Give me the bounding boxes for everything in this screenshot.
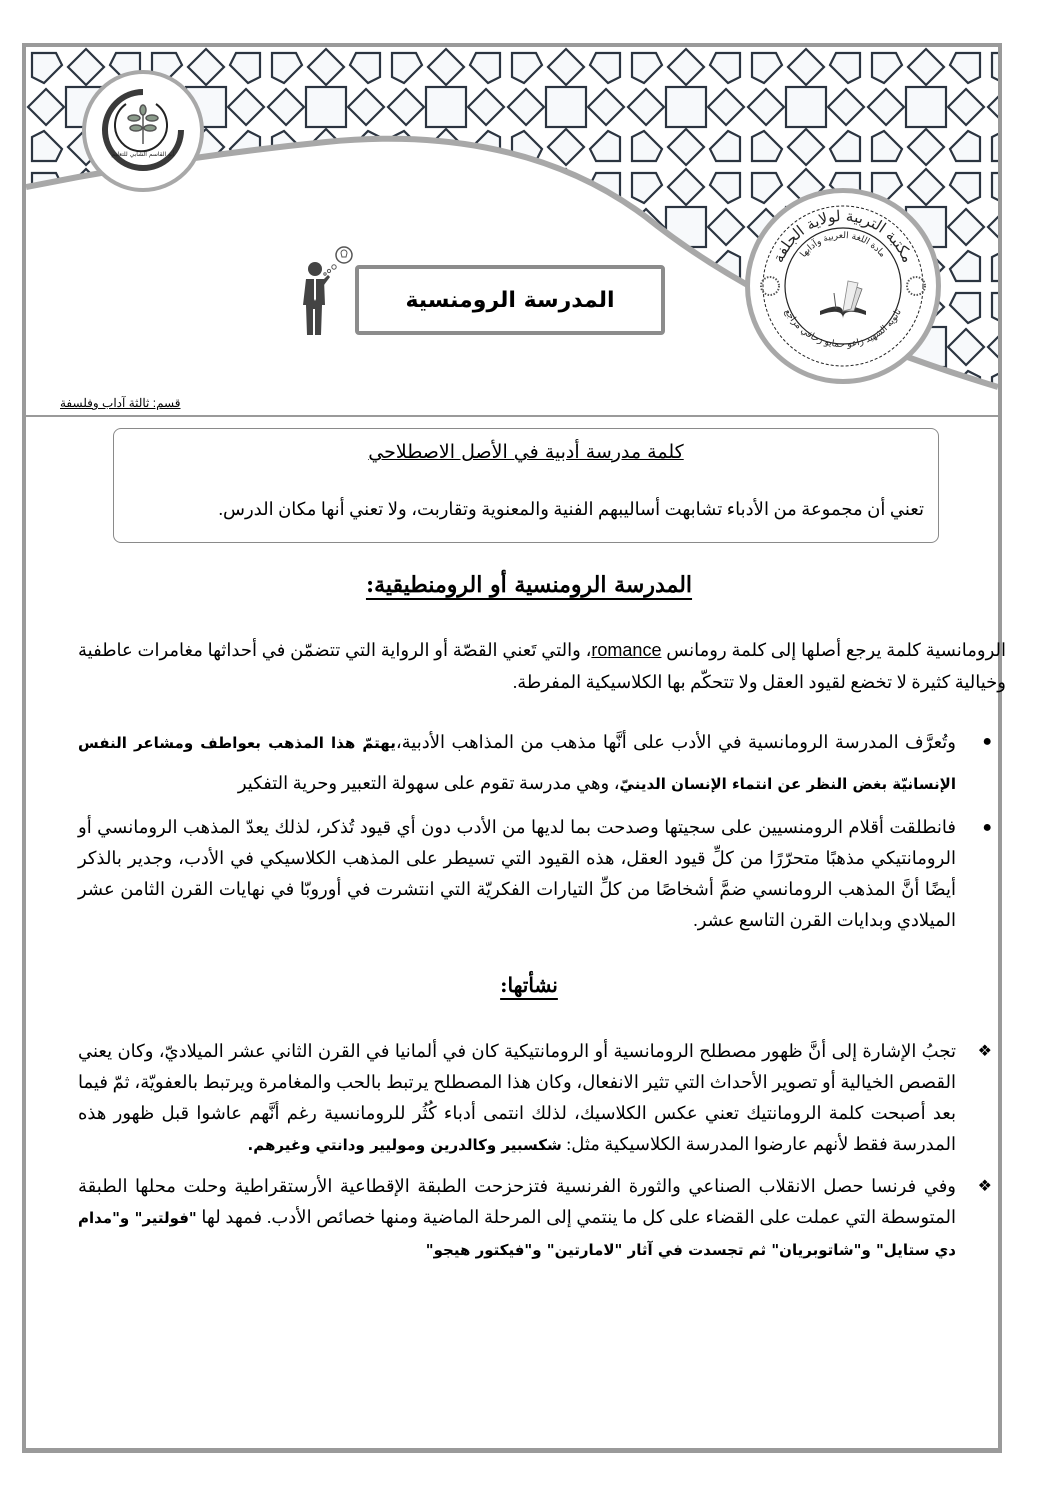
bullet-emphasis: يهتمّ هذا المذهب بعواطف ومشاعر النفس الإنسانيّة بغض النظر عن انتماء الإنسان الدينيّ [78,734,956,793]
bullet-dot-icon: ● [982,733,992,750]
bullet-emphasis: شكسبير وكالدرين وموليير ودانتي وغيرهم. [247,1136,562,1154]
section-heading-origin [0,973,1058,997]
romanticism-bullet-list [78,722,998,936]
bullet-text-after: ، وهي مدرسة تقوم على سهولة التعبير وحرية التفكير [237,773,620,793]
title-box [355,265,665,335]
section-heading-text: نشأتها: [500,973,558,997]
definition-box [113,428,939,543]
list-item [78,722,998,804]
section-heading-romanticism [0,572,1058,598]
page-title: المدرسة الرومنسية [405,287,615,313]
seal-outer-text: مكتبة التربية لولاية الجلفة [769,206,917,266]
intro-text-before: الرومانسية كلمة يرجع أصلها إلى كلمة رومانس [661,640,1006,660]
bullet-emphasis: "فولتير" و"مدام دي ستايل" و"شاتوبريان" ثم تجسدت في آثار "لامارتين" و"فيكتور هيجو" [78,1209,956,1259]
bullet-dot-icon: ● [982,819,992,836]
institution-seal [745,188,941,384]
definition-title: كلمة مدرسة أدبية في الأصل الاصطلاحي [368,441,684,463]
svg-text:مادة اللغة العربية وآدابها [799,231,888,260]
list-item [78,812,998,936]
school-logo [82,70,204,192]
diamond-bullet-icon: ❖ [977,1178,992,1195]
diamond-bullet-icon: ❖ [977,1043,992,1060]
section-heading-text: المدرسة الرومنسية أو الرومنطيقية: [365,572,693,598]
romance-term: romance [591,640,662,660]
open-book-icon [820,281,866,319]
list-item [78,1171,998,1266]
thinking-person-icon [298,243,358,338]
bullet-text: فانطلقت أقلام الرومنسيين على سجيتها وصدحت بما لديها من الأدب دون أي قيود تُذكر، لذلك يعدّ المذهب الرومانسي أو الرومانتيكي مذهبًا متحرّرًا من كلِّ قيود العقل، هذه القيود التي تسيطر على المذهب الكلاسيكي في الأدب، وجدير بالذكر أيضًا أنَّ المذهب الرومانسي ضمَّ أشخاصًا من كلِّ التيارات الفكريّة التي انتشرت في أوروبّا في نهايات القرن الثامن عشر الميلادي وبدايات القرن التاسع عشر. [78,817,956,930]
seal-bottom-text: ثانوية الشهيد زاعو حمايو زحافي مراجع [782,307,904,351]
bullet-text: وفي فرنسا حصل الانقلاب الصناعي والثورة الفرنسية فتزحزحت الطبقة الإقطاعية الأرستقراطية وحلت محلها الطبقة المتوسطة التي عملت على القضاء على كل ما ينتمي إلى المرحلة الماضية ومنها خصائص الأدب. فمهد لها [78,1176,956,1227]
definition-text: تعني أن مجموعة من الأدباء تشابهت أساليبهم الفنية والمعنوية وتقاربت، ولا تعني أنها مكان الدرس. [218,499,924,519]
intro-paragraph [78,634,1006,698]
origin-bullet-list [78,1036,998,1266]
department-label: قسم: ثالثة آداب وفلسفة [60,396,181,410]
seal-inner-text: مادة اللغة العربية وآدابها [798,230,888,260]
list-item [78,1036,998,1161]
bullet-text: وتُعرَّف المدرسة الرومانسية في الأدب على أنَّها مذهب من المذاهب الأدبية، [395,732,956,752]
intro-text-after: ، والتي تَعني القصّة أو الرواية التي تتضمّن في أحداثها مغامرات عاطفية وخيالية كثيرة لا تخضع لقيود العقل ولا تتحكّم بها الكلاسيكية المفرطة. [78,640,1006,692]
bullet-text: تجبُ الإشارة إلى أنَّ ظهور مصطلح الرومانسية أو الرومانتيكية كان في ألمانيا في القرن الثاني عشر الميلاديّ، وكان يعني القصص الخيالية أو تصوير الأحداث التي تثير الانفعال، وكان هذا المصطلح يرتبط بالحب والمغامرة ويرتبط بالعفويّة، ثمّ فيما بعد أصبحت كلمة الرومانتيك تعني عكس الكلاسيك، لذلك انتمى أدباء كُثُر للرومانسية رغم أنَّهم عاشوا قبل ظهور هذه المدرسة فقط لأنهم عارضوا المدرسة الكلاسيكية مثل: [78,1041,956,1154]
logo-caption: أبو القاسم الشابي للتعليم [111,151,175,158]
header-divider [26,415,998,417]
rosette-icon [907,277,925,295]
